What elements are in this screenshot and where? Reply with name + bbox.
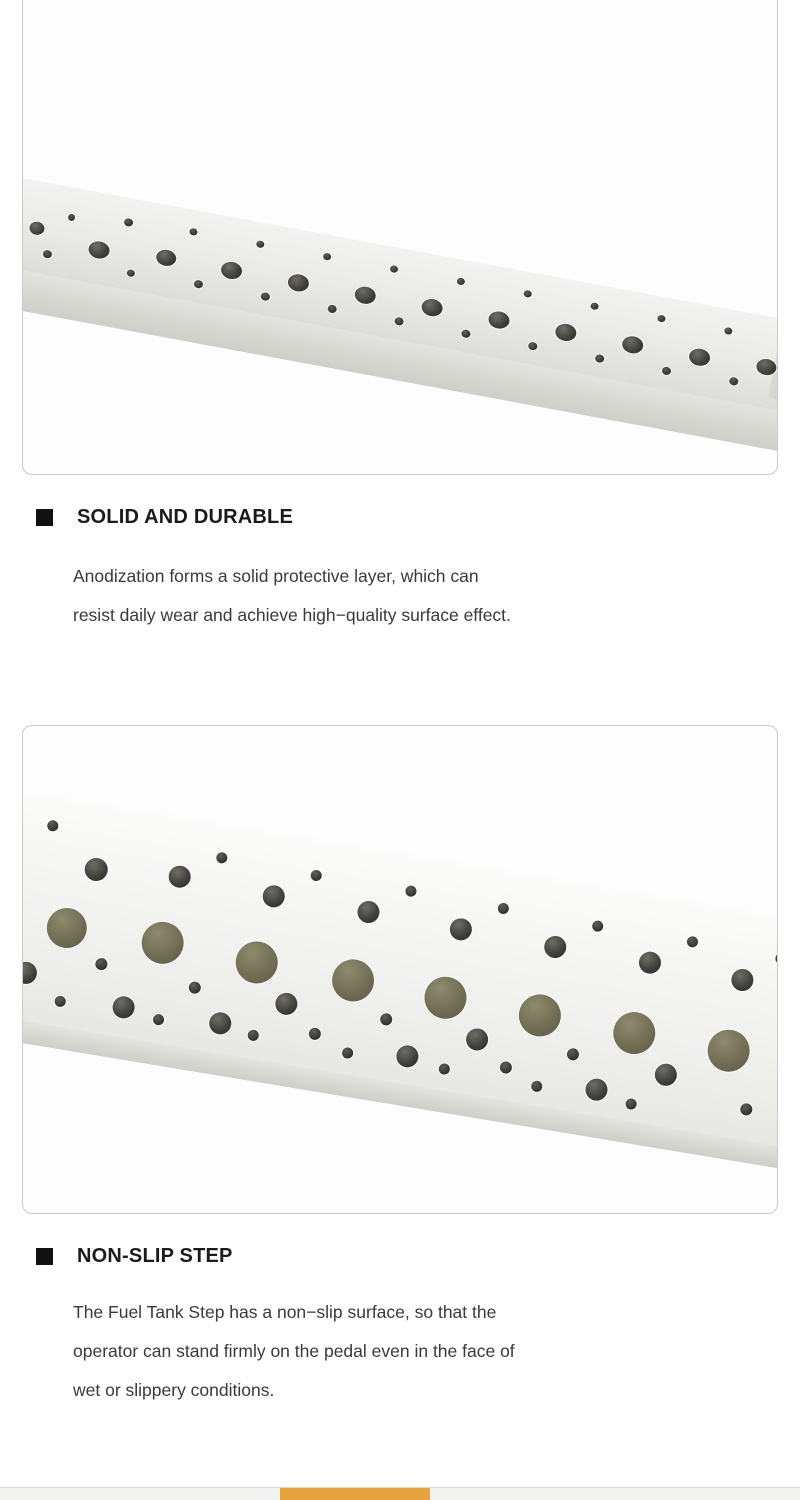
feature-body-line: operator can stand firmly on the pedal even in the face of	[73, 1341, 515, 1361]
feature-body-1	[73, 557, 763, 635]
perforation-hole	[464, 1027, 489, 1052]
feature-body-line: Anodization forms a solid protective layer, which can	[73, 566, 479, 586]
perforation-hole	[543, 934, 568, 959]
feature-image-2	[23, 726, 777, 1213]
perforation-hole	[584, 1077, 609, 1102]
perforation-hole	[595, 354, 605, 364]
perforation-hole	[233, 938, 281, 986]
perforation-hole	[421, 974, 469, 1022]
perforation-hole	[661, 366, 671, 376]
feature-title: SOLID AND DURABLE	[77, 506, 293, 528]
perforation-hole	[126, 269, 135, 277]
perforation-hole	[83, 856, 109, 882]
perforation-hole	[739, 1102, 753, 1116]
feature-body-line: The Fuel Tank Step has a non−slip surface, so that the	[73, 1302, 497, 1322]
perforation-hole	[94, 957, 108, 971]
perforation-hole	[329, 956, 377, 1004]
perforation-hole	[523, 290, 532, 298]
feature-title: NON-SLIP STEP	[77, 1245, 233, 1267]
feature-image-frame-2	[22, 725, 778, 1214]
filled-square-icon	[36, 509, 53, 526]
perforation-hole	[516, 991, 564, 1039]
perforation-hole	[637, 950, 662, 975]
perforation-hole	[356, 899, 381, 924]
feature-section-non-slip-step	[0, 725, 800, 1445]
perforation-hole	[389, 265, 398, 273]
perforation-hole	[653, 1062, 678, 1087]
perforation-hole	[247, 1029, 260, 1042]
footer-accent-bar	[280, 1488, 430, 1500]
feature-body-line: wet or slippery conditions.	[73, 1380, 275, 1400]
perforation-hole	[657, 314, 666, 322]
perforation-hole	[208, 1011, 233, 1036]
perforation-hole	[341, 1047, 354, 1060]
perforation-hole	[46, 819, 59, 832]
perforation-hole	[530, 1080, 543, 1093]
perforation-hole	[566, 1047, 580, 1061]
perforation-hole	[610, 1009, 658, 1057]
perforation-hole	[487, 310, 511, 331]
perforation-hole	[461, 329, 471, 339]
perforation-hole	[189, 228, 198, 236]
perforation-hole	[308, 1027, 322, 1041]
perforation-hole	[704, 1027, 752, 1075]
perforation-hole	[87, 240, 111, 261]
perforation-hole	[456, 277, 465, 285]
perforation-hole	[724, 327, 733, 335]
feature-image-frame-1	[22, 0, 778, 475]
perforation-hole	[310, 869, 323, 882]
perforation-hole	[394, 317, 404, 327]
perforation-hole	[554, 322, 578, 343]
perforation-hole	[193, 279, 203, 289]
perforation-hole	[395, 1044, 420, 1069]
perforation-hole	[28, 221, 45, 237]
perforation-hole	[729, 377, 739, 387]
perforation-hole	[775, 952, 777, 965]
feature-body-line: resist daily wear and achieve high−quality surface effect.	[73, 605, 511, 625]
feature-section-solid-and-durable	[0, 0, 800, 660]
page-footer-strip	[0, 1487, 800, 1500]
perforation-hole	[353, 285, 377, 306]
perforation-hole	[448, 917, 473, 942]
perforation-hole	[274, 991, 299, 1016]
perforation-hole	[625, 1098, 638, 1111]
perforation-hole	[405, 885, 418, 898]
perforation-hole	[167, 864, 192, 889]
feature-heading-2	[36, 1245, 233, 1268]
perforation-hole	[730, 967, 755, 992]
feature-heading-1	[36, 506, 293, 529]
perforation-hole	[528, 341, 538, 351]
perforation-hole	[287, 273, 311, 294]
perforation-hole	[188, 981, 202, 995]
feature-body-2	[73, 1293, 763, 1410]
feature-image-1	[23, 0, 777, 474]
perforation-hole	[54, 995, 67, 1008]
perforation-hole	[261, 884, 286, 909]
perforation-hole	[123, 218, 133, 228]
perforation-hole	[420, 297, 444, 318]
perforation-hole	[23, 960, 39, 985]
perforation-hole	[327, 304, 337, 314]
perforation-hole	[591, 920, 604, 933]
perforation-hole	[621, 335, 645, 356]
perforation-hole	[111, 995, 136, 1020]
perforation-hole	[256, 240, 265, 248]
perforation-hole	[379, 1012, 393, 1026]
perforation-hole	[220, 260, 244, 281]
perforation-hole	[686, 936, 699, 949]
perforation-hole	[44, 905, 90, 951]
perforation-hole	[688, 347, 712, 368]
perforation-hole	[139, 919, 187, 967]
filled-square-icon	[36, 1248, 53, 1265]
perforation-hole	[42, 249, 52, 259]
perforation-hole	[155, 248, 178, 267]
perforation-hole	[438, 1063, 451, 1076]
perforation-hole	[323, 252, 332, 260]
perforation-hole	[499, 1061, 513, 1075]
perforation-hole	[497, 902, 510, 915]
perforation-hole	[590, 302, 599, 310]
perforation-hole	[152, 1013, 165, 1026]
perforation-hole	[260, 292, 270, 302]
perforation-hole	[755, 357, 777, 376]
perforation-hole	[67, 213, 75, 221]
perforation-hole	[216, 852, 229, 865]
